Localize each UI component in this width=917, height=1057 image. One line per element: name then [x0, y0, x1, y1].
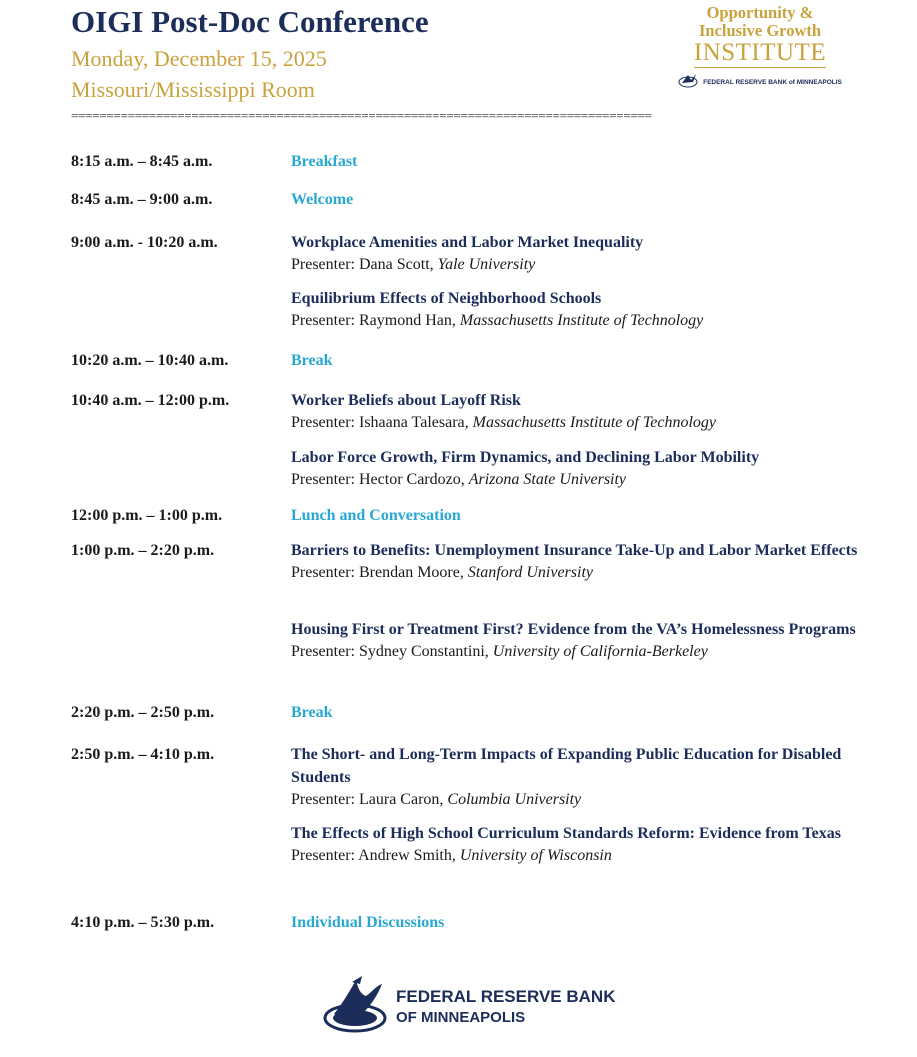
session: [291, 743, 861, 811]
presenter-affiliation: Massachusetts Institute of Technology: [459, 312, 704, 329]
oigi-logo-tagline-row: [680, 71, 840, 94]
agenda-time: 8:15 a.m. – 8:45 a.m.: [71, 153, 213, 170]
agenda-time: 4:10 p.m. – 5:30 p.m.: [71, 914, 215, 931]
agenda-time: 12:00 p.m. – 1:00 p.m.: [71, 507, 223, 524]
event-room: Missouri/Mississippi Room: [71, 77, 315, 102]
session-title: Equilibrium Effects of Neighborhood Schools: [291, 290, 602, 307]
presenter-line: [291, 310, 861, 332]
presenter-name: Raymond Han,: [358, 312, 460, 329]
presenter-affiliation: Yale University: [437, 256, 536, 273]
agenda-time: 2:50 p.m. – 4:10 p.m.: [71, 746, 215, 763]
presenter-name: Dana Scott,: [358, 256, 438, 273]
oigi-logo-line2: Inclusive Growth: [698, 21, 822, 40]
session: [291, 389, 861, 434]
presenter-name: Sydney Constantini,: [358, 643, 493, 660]
footer-line1: FEDERAL RESERVE BANK: [396, 987, 616, 1006]
presenter-line: [291, 412, 861, 434]
session-title: Worker Beliefs about Layoff Risk: [291, 392, 521, 409]
presenter-prefix: Presenter:: [291, 312, 359, 329]
presenter-prefix: Presenter:: [291, 791, 359, 808]
session-title: Housing First or Treatment First? Evidence from the VA’s Homelessness Programs: [291, 621, 856, 638]
presenter-affiliation: University of Wisconsin: [459, 847, 612, 864]
presenter-affiliation: University of California-Berkeley: [492, 643, 708, 660]
presenter-prefix: Presenter:: [291, 847, 359, 864]
presenter-affiliation: Columbia University: [447, 791, 582, 808]
presenter-line: [291, 641, 861, 663]
eagle-seal-icon: [322, 974, 388, 1041]
presenter-line: [291, 562, 861, 584]
presenter-line: [291, 469, 861, 491]
agenda-time: 10:20 a.m. – 10:40 a.m.: [71, 352, 229, 369]
document-header: [71, 4, 851, 129]
presenter-name: Laura Caron,: [358, 791, 448, 808]
agenda-time: 9:00 a.m. - 10:20 a.m.: [71, 234, 218, 251]
oigi-logo: [680, 4, 840, 104]
oigi-logo-line3: INSTITUTE: [693, 39, 827, 66]
agenda-event: Break: [291, 352, 333, 369]
presenter-name: Andrew Smith,: [358, 847, 460, 864]
footer-logo: [322, 975, 616, 1039]
presenter-prefix: Presenter:: [291, 643, 359, 660]
session: [291, 822, 861, 867]
presenter-line: [291, 254, 861, 276]
presenter-prefix: Presenter:: [291, 471, 359, 488]
agenda-time: 8:45 a.m. – 9:00 a.m.: [71, 191, 213, 208]
session-title: The Effects of High School Curriculum Standards Reform: Evidence from Texas: [291, 825, 841, 842]
agenda-event: Welcome: [291, 191, 354, 208]
session-title: Workplace Amenities and Labor Market Inequality: [291, 234, 644, 251]
presenter-name: Hector Cardozo,: [358, 471, 469, 488]
eagle-seal-icon: [678, 71, 700, 94]
session: [291, 618, 861, 663]
footer-wordmark: [396, 986, 615, 1028]
presenter-affiliation: Massachusetts Institute of Technology: [472, 414, 717, 431]
agenda-event: Individual Discussions: [291, 914, 445, 931]
session: [291, 446, 861, 491]
session-title: The Short- and Long-Term Impacts of Expanding Public Education for Disabled Students: [291, 746, 842, 786]
presenter-affiliation: Arizona State University: [468, 471, 627, 488]
presenter-line: [291, 845, 861, 867]
presenter-prefix: Presenter:: [291, 414, 359, 431]
session-title: Barriers to Benefits: Unemployment Insurance Take-Up and Labor Market Effects: [291, 542, 858, 559]
oigi-logo-line1: Opportunity &: [706, 3, 814, 22]
session: [291, 539, 861, 584]
agenda-event: Break: [291, 704, 333, 721]
agenda-event: Lunch and Conversation: [291, 507, 461, 524]
page-title: OIGI Post-Doc Conference: [71, 4, 429, 39]
oigi-logo-tagline: FEDERAL RESERVE BANK of MINNEAPOLIS: [703, 79, 842, 86]
agenda-time: 2:20 p.m. – 2:50 p.m.: [71, 704, 215, 721]
agenda-event: Breakfast: [291, 153, 358, 170]
session: [291, 231, 861, 276]
agenda-time: 10:40 a.m. – 12:00 p.m.: [71, 392, 230, 409]
event-date: Monday, December 15, 2025: [71, 46, 327, 71]
session-title: Labor Force Growth, Firm Dynamics, and Declining Labor Mobility: [291, 449, 760, 466]
header-divider: ==================================================================================: [71, 109, 652, 123]
presenter-line: [291, 789, 861, 811]
presenter-prefix: Presenter:: [291, 564, 359, 581]
agenda-time: 1:00 p.m. – 2:20 p.m.: [71, 542, 215, 559]
session: [291, 287, 861, 332]
presenter-prefix: Presenter:: [291, 256, 359, 273]
footer-line2: OF MINNEAPOLIS: [396, 1009, 526, 1026]
presenter-name: Ishaana Talesara,: [358, 414, 473, 431]
presenter-affiliation: Stanford University: [467, 564, 594, 581]
presenter-name: Brendan Moore,: [358, 564, 468, 581]
